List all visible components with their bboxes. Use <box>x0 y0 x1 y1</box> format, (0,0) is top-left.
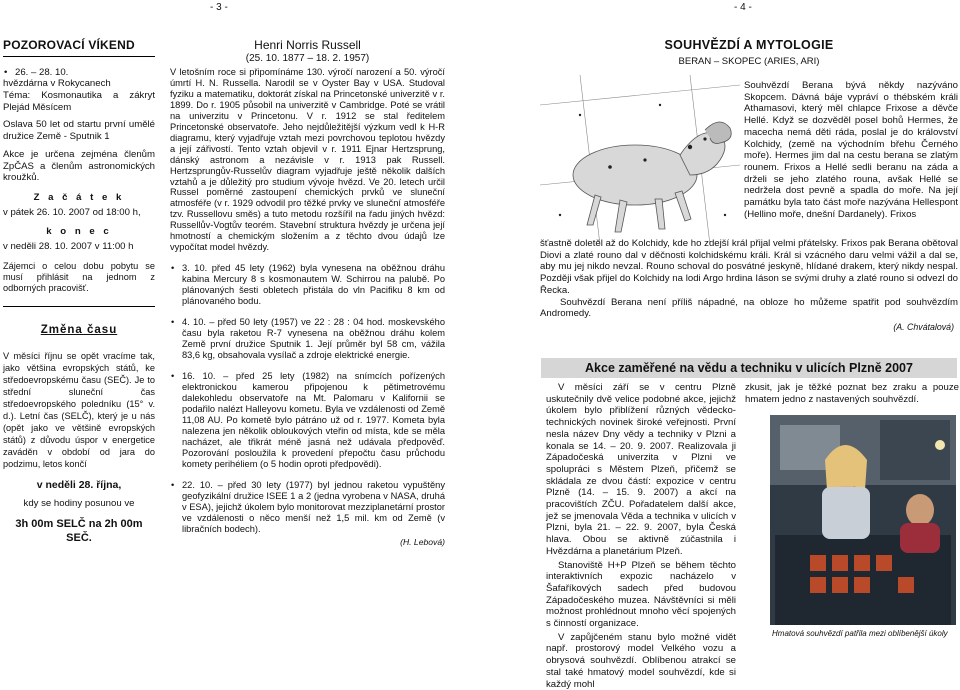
start-time: v pátek 26. 10. 2007 od 18:00 h, <box>3 206 141 218</box>
russell-bio: V letošním roce si připomínáme 130. výročí narození a 50. výročí úmrtí H. N. Russella. Narodil se v Oyster Bay v USA. Studoval fyziku a matematiku, doktorát získal na Princetonské univerzitě v r. 1899. Do r. 1905 působil na univerzitě v Cambridge. Poté se vrátil na univerzitu v Princetonu. V r. 1912 se stal ředitelem Princetonské observatoře. Jeho nejdůležitější výzkum vedl k H-R diagramu, který vyjadřuje vztah mezi povrchovou teplotou hvězdy a její zářivostí. Tento vztah objevil v r. 1911 Ejnar Hertzsprung, dánský astronom a nezávisle v r. 1913 pak Russell. Hertzsprungův-Russelův diagram vyjadřuje ještě několik dalších vztahů a je důležitý pro studium vývoje hvězd. Ve 20. letech určil Russel poměrné zastoupení chemických prvků ve sluneční atmosféře (v r. 1929 odvodil pro těžké prvky ve sluneční atmosféře tzv. Russellovu směs) a tuto metodu rozšířil na řadu jiných hvězd: Russellův-Vogtův teorém. Stavební struktura hvězdy je určena její hmotností a chemickým složením a z těchto dvou údajů lze vypočítat model hvězdy. <box>170 66 445 253</box>
event-item: • 3. 10. před 45 lety (1962) byla vynesena na oběžnou dráhu kabina Mercury 8 s kosmonautem W. Schirrou na palubě. Po plánovaných šesti obletech přistála do vln Pacifiku 8 km od plánovaného bodu. <box>170 263 445 307</box>
time-change-title: Změna času <box>40 324 118 337</box>
clocks-note: kdy se hodiny posunou ve <box>23 497 135 509</box>
observatory-name: hvězdárna v Rokycanech <box>3 78 111 90</box>
event-item: • 16. 10. – před 25 lety (1982) na snímcích pořízených elektronickou kamerou připojenou k pětimetrovému dalekohledu observatoře na Mt. Palomaru v Kalifornii se podařilo nalézt Halleyovu kometu. Byla ve vzdálenosti od Země 11,08 AU. Po kometě bylo pátráno už od r. 1977. Kometa byla nalezena jen několik obloukových vteřin od místa, kde se měla nacházet, ale třikrát méně jasná než udávala předpověď. Pozorování posloužila k provedení přepočtu času průchodu komety perihéliem (o 5 hodin oproti předpovědi). <box>170 371 445 470</box>
mythology-author: (A. Chvátalová) <box>893 322 954 332</box>
right-column-header <box>540 38 958 68</box>
mythology-closing: Souhvězdí Berana není příliš nápadné, na obloze ho můžeme spatřit pod souhvězdím Andromedy. <box>540 296 958 320</box>
page-number-right: - 4 - <box>734 2 752 13</box>
end-time: v neděli 28. 10. 2007 v 11:00 h <box>3 241 134 253</box>
mythology-text-full <box>540 238 958 320</box>
tactile-constellation-photo <box>770 415 956 625</box>
weekend-audience: Akce je určena zejména členům ZpČAS a členům astronomických kroužků. <box>3 148 155 184</box>
aries-constellation-image <box>540 75 740 245</box>
article-paragraph: V měsíci září se v centru Plzně uskutečnily dvě velice podobné akce, jejichž úkolem bylo přiblížení různých vědecko-technických novinek široké veřejnosti. První nesla název Dny vědy a techniky v Plzni a konala se 14. – 20. 9. 2007. Realizovala ji Západočeská univerzita v Plzni ve spolupráci s Městem Plzeň, přičemž se skládala ze dvou částí: expozice v centru Plzně (14. – 15. 9. 2007) a akcí na pracovištích ZČU. Pořadatelem další akce, jež se jmenovala Věda a technika v ulicích v Plzni, byla 21. – 22. 9. 2007, byla Česká hlava. Obou se aktivně zúčastnila i Hvězdárna a planetárium Plzeň. <box>546 382 736 557</box>
mythology-text-side: Souhvězdí Berana bývá někdy nazýváno Skopcem. Dávná báje vypráví o thébském králi Athamasovi, který měl chlapce Frixose a děvče Hellé. Když se dozvěděl posel bohů Hermes, že macecha nemá děti ráda, poslal je do království Kolchidy, (země na východním břehu Černého moře). Hermes jim dal na cestu berana se zlatým rounem. Frixos a Hellé sedli beranu na záda a drželi se jeho zlatého rouna, avšak Hellé se nedržela dost pevně a spadla do moře. Na její památku byla tato část moře nazývána Hellespont (Hellino moře, dnešní Dardanely). Frixos <box>744 80 958 220</box>
section-divider <box>3 306 155 307</box>
article-paragraph: Stanoviště H+P Plzeň se během těchto interaktivních expozic nacházelo v Šafaříkových sadech před budovou Západočeského muzea. Návštěvníci si měli možnost prohlédnout mnoho věcí spojených s činností organizace. <box>546 559 736 630</box>
registration-note: Zájemci o celou dobu pobytu se musí přihlásit na jednom z odborných pracovišť. <box>3 260 155 294</box>
middle-column <box>170 38 445 547</box>
russell-dates: (25. 10. 1877 – 18. 2. 1957) <box>245 52 370 64</box>
photo-caption: Hmatová souhvězdí patřila mezi oblíbenější úkoly <box>772 629 948 638</box>
event-item: • 22. 10. – před 30 lety (1977) byl jednou raketou vypuštěny geofyzikální družice ISEE 1 a 2 (jedna vyrobena v NASA, druhá v ESA), jejichž úkolem bylo monitorovat mezziplanetární prostor ve vzdálenosti o něco menší než 1,5 mil. km od Země (v libračních bodech). <box>170 480 445 535</box>
weekend-intro: Oslava 50 let od startu první umělé družice Země - Sputnik 1 <box>3 119 155 143</box>
end-label: k o n e c <box>46 226 112 238</box>
weekend-theme: Téma: Kosmonautika a zákryt Plejád Měsícem <box>3 90 155 113</box>
science-events-banner: Akce zaměřené na vědu a techniku v ulicích Plzně 2007 <box>541 358 957 378</box>
science-article-right: zkusit, jak je těžké poznat bez zraku a pouze hmatem jedno z nastavených souhvězdí. <box>745 382 959 405</box>
article-paragraph: V zapůjčeném stanu bylo možné vidět např. prostorový model Velkého vozu a obrysová souhvězdí. Oblíbenou atrakcí se stal také hmatový model souhvězdí, kde si každý mohl <box>546 631 736 690</box>
left-column <box>3 38 155 545</box>
mythology-subtitle: BERAN – SKOPEC (ARIES, ARI) <box>678 56 820 68</box>
date-bullet: • 26. – 28. 10. <box>3 67 155 79</box>
start-label: Z a č á t e k <box>33 191 125 203</box>
science-article-left <box>546 382 736 690</box>
change-day: v neděli 28. října, <box>36 478 122 491</box>
time-change-text: V měsíci říjnu se opět vracíme tak, jako většina evropských států, ke středoevropskému času (SEČ). Je to střední sluneční čas středoevropského poledníku (15° v. d.). Letní čas (SELČ), který je u nás (opět jako ve většině evropských států) z důvodu úspor v energetice zaváděn v období od jara do podzimu, letos končí <box>3 351 155 470</box>
russell-author: (H. Lebová) <box>400 536 445 547</box>
russell-title: Henri Norris Russell <box>254 38 361 52</box>
page-number-left: - 3 - <box>210 2 228 13</box>
mythology-title: SOUHVĚZDÍ A MYTOLOGIE <box>664 38 834 52</box>
mythology-text-continued: šťastně doletěl až do Kolchidy, kde ho zdejší král přijal velmi přátelsky. Frixos pak Berana obětoval Diovi a zlaté rouno dal v děčnosti kolchidskému králi. Král si vzácného daru velmi vážil a dal se, aby mu jej nikdo nevzal. Rouno schoval do posvátné jeskyně, hlídané drakem, který nikdy nespal. Později však přijel do Kolchidy na lodi Argo hrdina Iáson se svými druhy a zlaté rouno si odvezl do Řecka. <box>540 238 958 296</box>
clocks-time: 3h 00m SELČ na 2h 00m SEČ. <box>15 518 143 544</box>
event-item: • 4. 10. – před 50 lety (1957) ve 22 : 28 : 04 hod. moskevského času byla raketou R-7 vynesena na oběžnou dráhu kolem Země první družice Sputnik 1. Její průměr byl 58 cm, vážila 83,6 kg, obsahovala vysílač a zdroje elektrické energie. <box>170 317 445 361</box>
title-underline <box>3 56 155 57</box>
observing-weekend-title: POZOROVACÍ VÍKEND <box>3 38 135 52</box>
